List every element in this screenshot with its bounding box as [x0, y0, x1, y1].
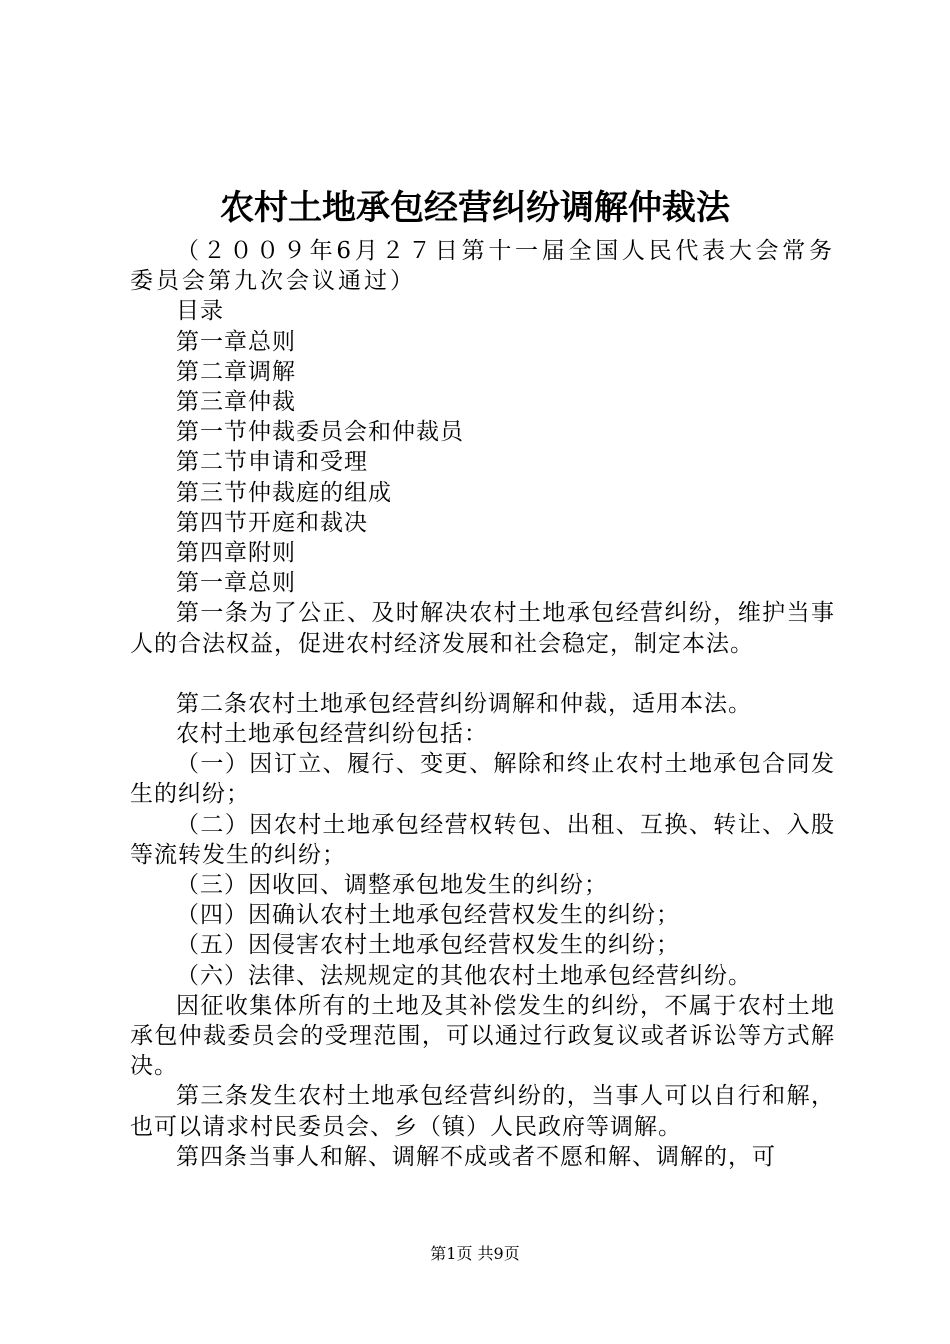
list-item: （六）法律、法规规定的其他农村土地承包经营纠纷。 [176, 962, 752, 989]
chapter-heading: 第一章总则 [176, 570, 296, 597]
toc-item: 第一节仲裁委员会和仲裁员 [176, 419, 464, 446]
list-item: （一）因订立、履行、变更、解除和终止农村土地承包合同发生的纠纷； [130, 751, 835, 808]
article-paragraph: 第二条农村土地承包经营纠纷调解和仲裁，适用本法。 [176, 690, 752, 717]
toc-item: 第二章调解 [176, 358, 296, 385]
article-paragraph: 第三条发生农村土地承包经营纠纷的，当事人可以自行和解，也可以请求村民委员会、乡（镇）人民政府等调解。 [130, 1083, 835, 1140]
toc-item: 第四节开庭和裁决 [176, 509, 368, 536]
list-item: （三）因收回、调整承包地发生的纠纷； [176, 872, 608, 899]
article-paragraph: 因征收集体所有的土地及其补偿发生的纠纷，不属于农村土地承包仲裁委员会的受理范围，可以通过行政复议或者诉讼等方式解决。 [130, 992, 835, 1080]
list-item: （二）因农村土地承包经营权转包、出租、互换、转让、入股等流转发生的纠纷； [130, 811, 835, 868]
list-item: （五）因侵害农村土地承包经营权发生的纠纷； [176, 932, 680, 959]
toc-item: 第三节仲裁庭的组成 [176, 479, 392, 506]
page-number: 第1页 共9页 [430, 1244, 520, 1263]
article-paragraph: 第四条当事人和解、调解不成或者不愿和解、调解的，可 [176, 1143, 776, 1170]
toc-item: 第二节申请和受理 [176, 449, 368, 476]
toc-heading: 目录 [176, 298, 224, 325]
toc-item: 第三章仲裁 [176, 389, 296, 416]
toc-item: 第四章附则 [176, 540, 296, 567]
document-body [130, 236, 835, 1172]
article-paragraph: 第一条为了公正、及时解决农村土地承包经营纠纷，维护当事人的合法权益，促进农村经济发展和社会稳定，制定本法。 [130, 600, 835, 657]
list-item: （四）因确认农村土地承包经营权发生的纠纷； [176, 902, 680, 929]
adoption-note: （２００９年6月２７日第十一届全国人民代表大会常务委员会第九次会议通过） [130, 238, 835, 295]
document-title: 农村土地承包经营纠纷调解仲裁法 [220, 188, 730, 228]
toc-item: 第一章总则 [176, 328, 296, 355]
article-paragraph: 农村土地承包经营纠纷包括： [176, 721, 488, 748]
